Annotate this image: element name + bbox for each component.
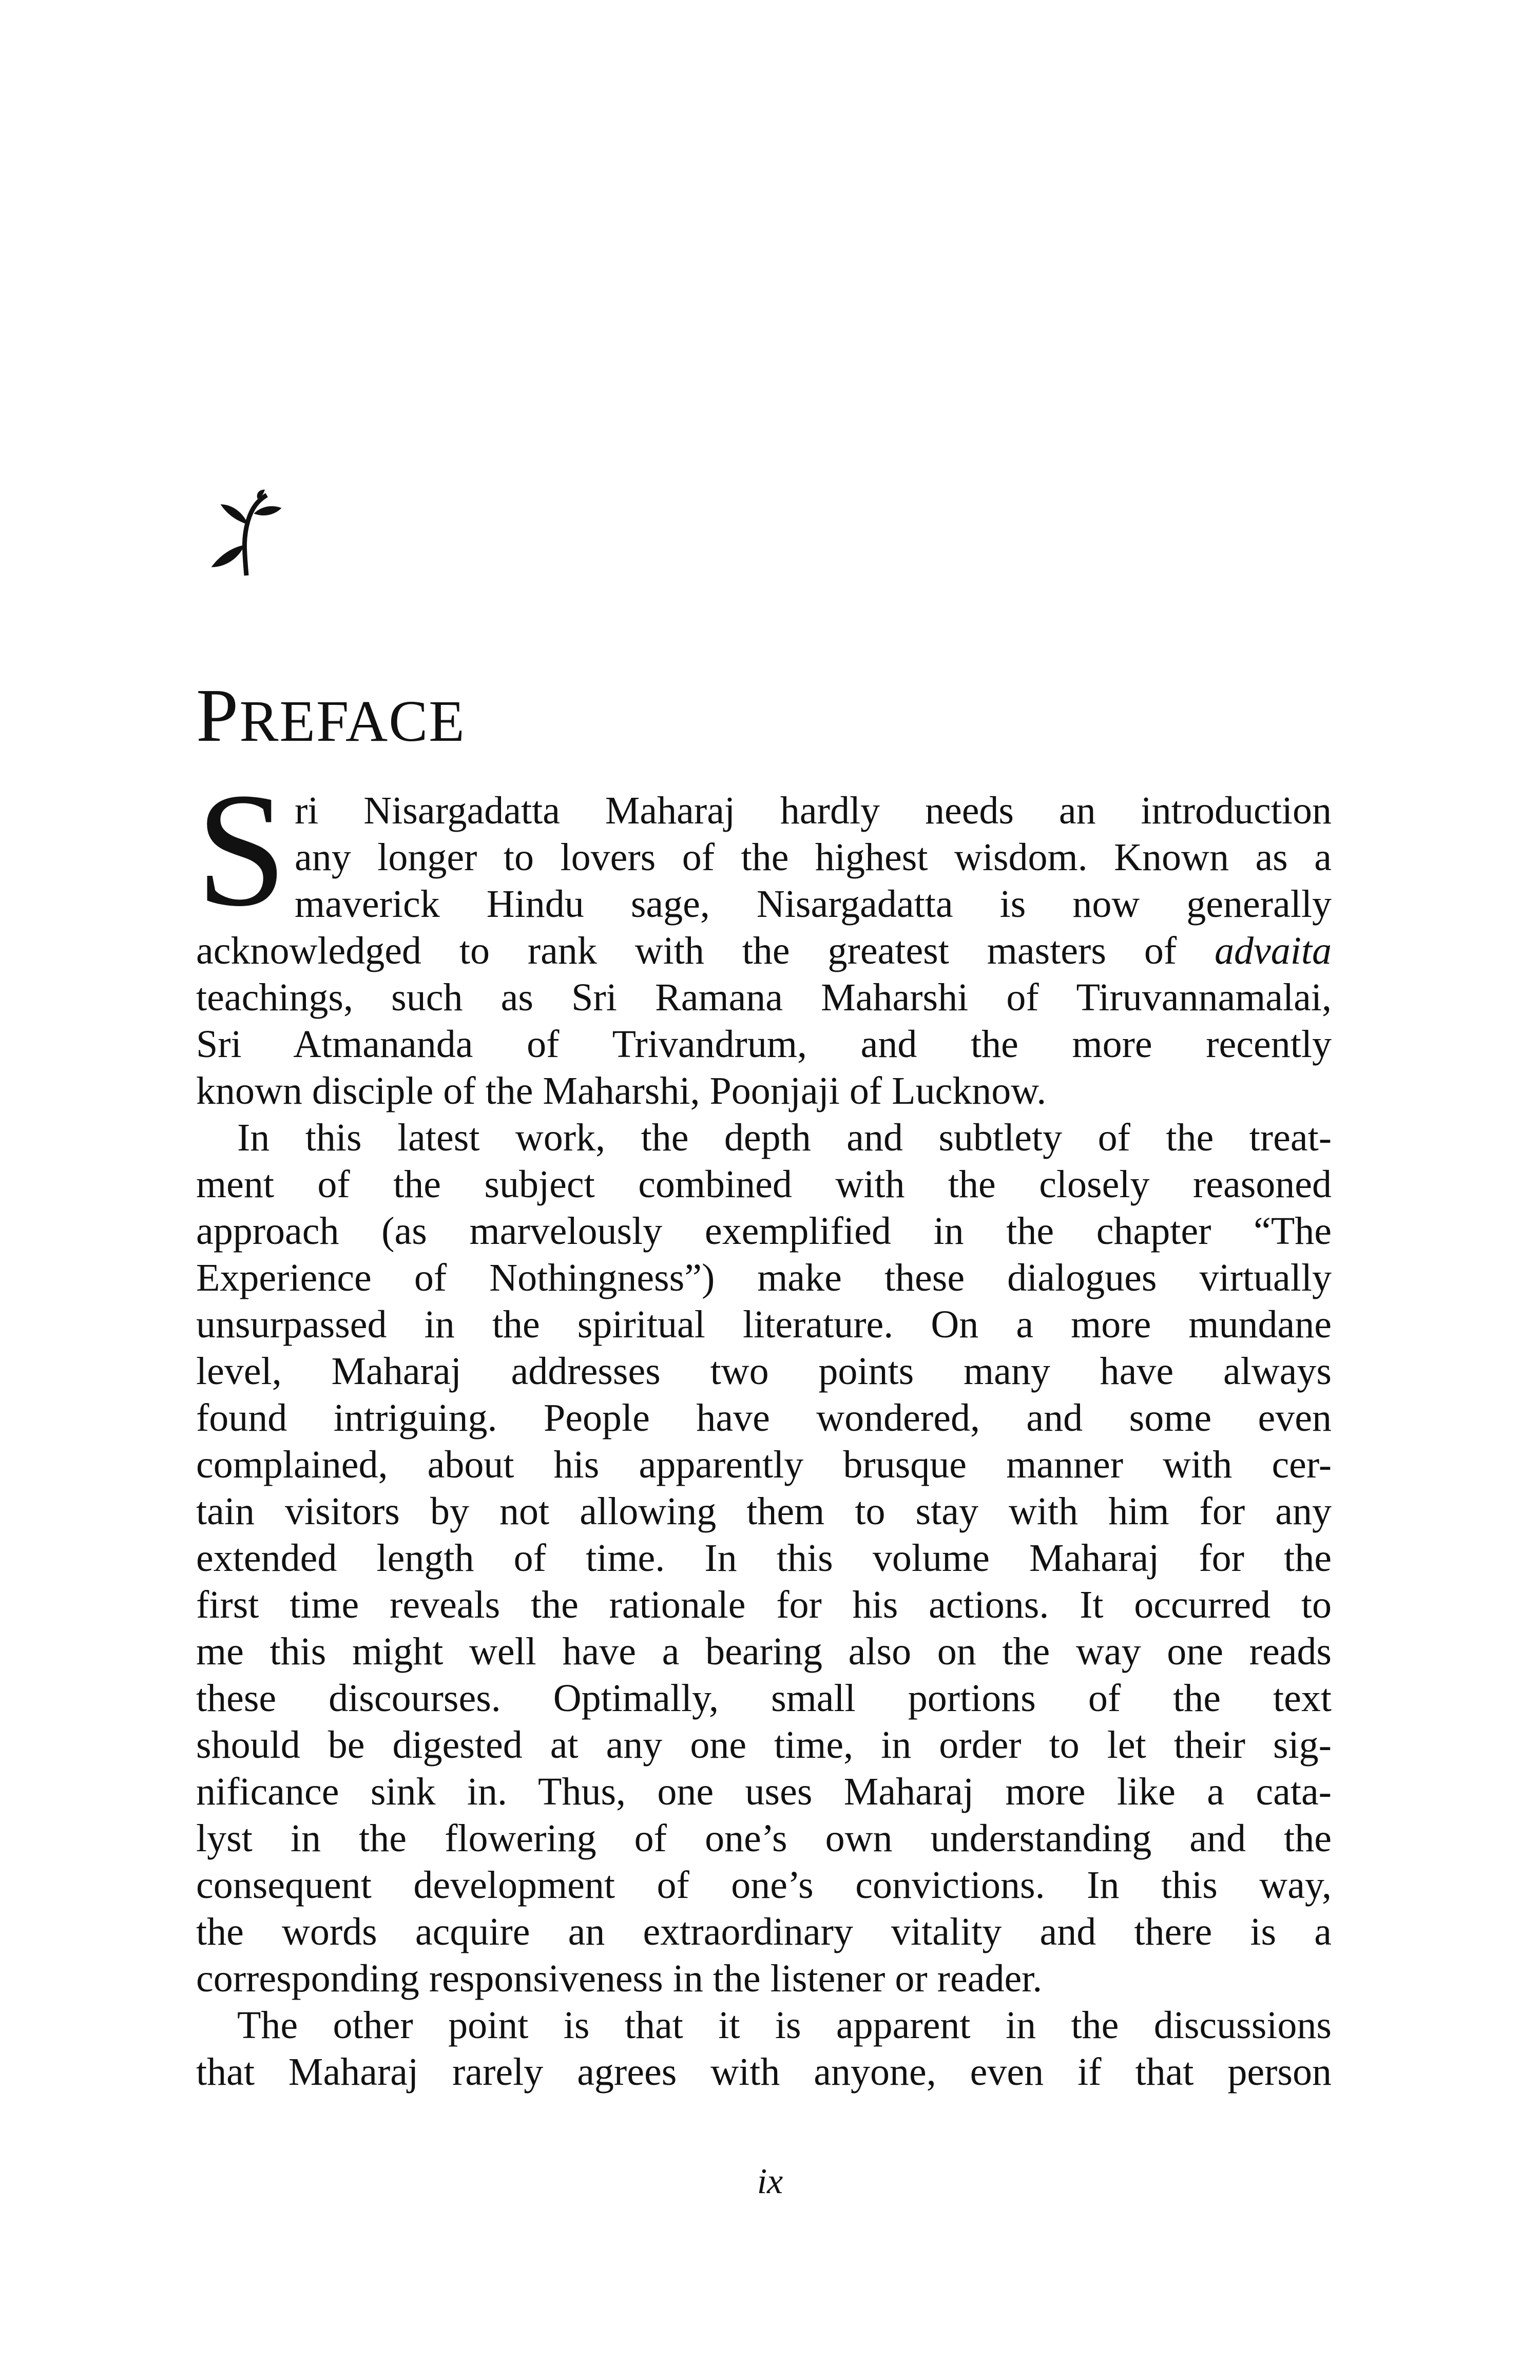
- page-number: ix: [757, 2162, 783, 2201]
- text-line: consequent development of one’s convictions. In this way,: [196, 1864, 1332, 1907]
- title-rest: REFACE: [239, 688, 466, 754]
- text-line: these discourses. Optimally, small portions of the text: [196, 1677, 1332, 1720]
- text-line: any longer to lovers of the highest wisdom. Known as a: [295, 836, 1332, 879]
- text-line: unsurpassed in the spiritual literature. On a more mundane: [196, 1303, 1332, 1346]
- text-line: that Maharaj rarely agrees with anyone, even if that person: [196, 2050, 1332, 2094]
- drop-cap: S: [196, 759, 287, 940]
- text-line: me this might well have a bearing also on the way one reads: [196, 1630, 1332, 1673]
- paragraph-3: [196, 2002, 1332, 2096]
- text-line: corresponding responsiveness in the listener or reader.: [196, 1957, 1043, 2000]
- text-line: ri Nisargadatta Maharaj hardly needs an introduction: [295, 789, 1332, 832]
- title-initial: P: [196, 674, 240, 758]
- text-line: nificance sink in. Thus, one uses Maharaj more like a cata-: [196, 1770, 1332, 1813]
- text-line: first time reveals the rationale for his actions. It occurred to: [196, 1583, 1332, 1626]
- text-line: approach (as marvelously exemplified in the chapter “The: [196, 1210, 1332, 1253]
- emphasized-term: advaita: [1215, 929, 1332, 972]
- text-line: ment of the subject combined with the closely reasoned: [196, 1163, 1332, 1206]
- text-line: known disciple of the Maharshi, Poonjaji of Lucknow.: [196, 1069, 1047, 1112]
- text-line: should be digested at any one time, in order to let their sig-: [196, 1723, 1332, 1767]
- text-line: teachings, such as Sri Ramana Maharshi of Tiruvannamalai,: [196, 976, 1332, 1019]
- preface-body: [196, 788, 1332, 2096]
- text-line: extended length of time. In this volume Maharaj for the: [196, 1537, 1332, 1580]
- text-line: Sri Atmananda of Trivandrum, and the more recently: [196, 1023, 1332, 1066]
- paragraph-1: [196, 788, 1332, 1115]
- text-line: lyst in the flowering of one’s own understanding and the: [196, 1817, 1332, 1860]
- text-line: Experience of Nothingness”) make these dialogues virtually: [196, 1256, 1332, 1299]
- text-line: found intriguing. People have wondered, and some even: [196, 1396, 1332, 1439]
- text-line: In this latest work, the depth and subtlety of the treat-: [237, 1116, 1332, 1159]
- text-segment: acknowledged to rank with the greatest masters of: [196, 929, 1215, 972]
- text-line: maverick Hindu sage, Nisargadatta is now generally: [295, 882, 1332, 926]
- text-line: level, Maharaj addresses two points many have always: [196, 1350, 1332, 1393]
- text-line: The other point is that it is apparent in the discussions: [237, 2004, 1332, 2047]
- paragraph-2: [196, 1115, 1332, 2002]
- leaf-sprig-ornament-icon: [200, 488, 293, 580]
- text-line: the words acquire an extraordinary vitality and there is a: [196, 1910, 1332, 1953]
- page-title: [196, 674, 466, 758]
- text-line: complained, about his apparently brusque manner with cer-: [196, 1443, 1332, 1486]
- text-line: [196, 928, 1332, 974]
- text-line: tain visitors by not allowing them to stay with him for any: [196, 1490, 1332, 1533]
